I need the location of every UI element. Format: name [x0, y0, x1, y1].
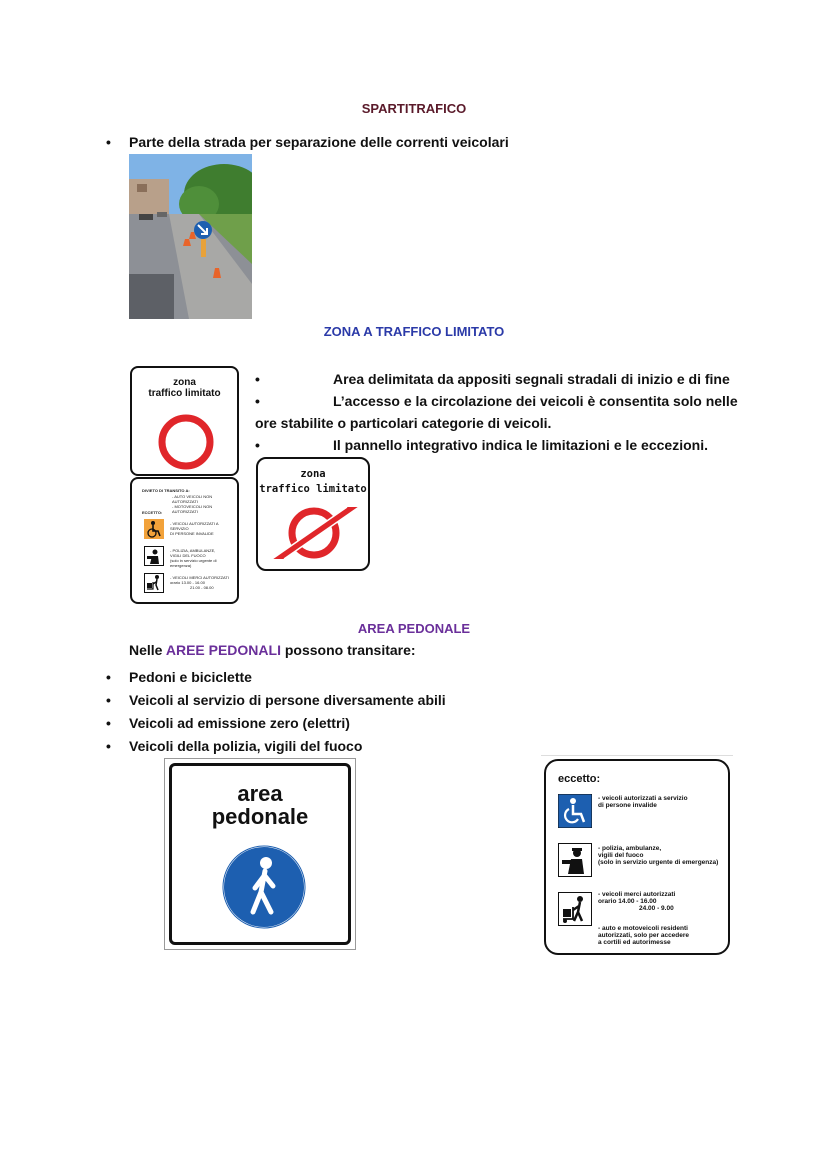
list-item — [255, 434, 755, 456]
bullet-text: L’accesso e la circolazione dei veicoli è consentita solo nelle — [333, 393, 738, 409]
sign-text-line2: traffico limitato — [148, 388, 221, 399]
bullet-icon: • — [106, 669, 111, 685]
sign-text-line1: zona — [173, 377, 196, 388]
bullet-icon: • — [106, 134, 111, 150]
goods-trolley-icon — [144, 573, 164, 593]
panel-row-text: - polizia, ambulanze, — [598, 845, 662, 852]
panel-row-text: VIGILI DEL FUOCO — [170, 553, 206, 558]
intro-text: possono transitare: — [280, 642, 416, 658]
bullet-icon: • — [106, 715, 111, 731]
sign-text-line1: zona — [300, 468, 326, 480]
list-item — [255, 390, 755, 434]
eccetto-panel — [544, 759, 730, 955]
panel-row-text: vigili del fuoco — [598, 852, 644, 859]
panel-row-text: 24.00 - 9.00 — [639, 905, 674, 912]
panel-row-text: di persone invalide — [598, 802, 657, 809]
bullet-text-continued: ore stabilite o particolari categorie di veicoli. — [255, 415, 552, 431]
panel-header-item: - AUTO VEICOLI NON AUTORIZZATI — [172, 494, 213, 504]
pedestrian-icon — [221, 844, 307, 930]
bullet-text: Veicoli della polizia, vigili del fuoco — [129, 738, 363, 754]
sign-text-line2: pedonale — [211, 804, 309, 829]
eccetto-title: eccetto: — [558, 773, 601, 785]
panel-row-text: 21.00 - 08.00 — [190, 585, 214, 590]
panel-row-text: DI PERSONE INVALIDE — [170, 531, 214, 536]
ztl-start-sign — [130, 366, 239, 476]
section-title-ztl: ZONA A TRAFFICO LIMITATO — [323, 324, 505, 339]
sign-text-line2: traffico limitato — [259, 483, 367, 495]
panel-extra-text: a cortili ed autorimesse — [598, 939, 671, 946]
panel-extra-text: autorizzati, solo per accedere — [598, 932, 690, 939]
wheelchair-icon — [144, 519, 164, 539]
list-item — [106, 735, 446, 758]
intro-highlight: AREE PEDONALI — [165, 642, 281, 658]
panel-row-text: (solo in servizio urgente di emergenza) — [598, 859, 719, 866]
ztl-exceptions-panel — [130, 477, 239, 604]
bullet-text: Area delimitata da appositi segnali stradali di inizio e di fine — [333, 371, 730, 387]
panel-extra-text: - auto e motoveicoli residenti — [598, 925, 688, 932]
panel-header: DIVIETO DI TRANSITO A: — [142, 488, 190, 493]
wheelchair-icon — [558, 794, 592, 828]
panel-row-text: - VEICOLI AUTORIZZATI A SERVIZIO — [170, 521, 219, 531]
bullet-icon: • — [106, 692, 111, 708]
list-item — [106, 666, 446, 689]
bullet-icon: • — [255, 371, 260, 387]
bullet-icon: • — [255, 393, 260, 409]
bullet-spartitrafico — [106, 134, 509, 150]
goods-trolley-icon — [558, 892, 592, 926]
section-title-spartitrafico: SPARTITRAFICO — [361, 101, 467, 116]
ztl-bullet-list — [255, 368, 755, 456]
road-photo — [129, 154, 252, 319]
bullet-text: Pedoni e biciclette — [129, 669, 252, 685]
panel-row-text: - veicoli merci autorizzati — [598, 891, 676, 898]
bullet-icon: • — [255, 437, 260, 453]
intro-text: Nelle — [129, 642, 166, 658]
bullet-text: Il pannello integrativo indica le limitazioni e le eccezioni. — [333, 437, 708, 453]
no-vehicles-sign-icon — [158, 414, 214, 470]
bullet-text: Veicoli al servizio di persone diversamente abili — [129, 692, 446, 708]
area-intro — [129, 642, 416, 658]
panel-row-text: (solo in servizio urgente di emergenza) — [170, 558, 217, 568]
list-item — [255, 368, 755, 390]
list-item — [106, 712, 446, 735]
panel-row-text: orario 14.00 - 16.00 — [598, 898, 657, 905]
panel-divider — [541, 755, 733, 756]
bullet-text: Veicoli ad emissione zero (elettri) — [129, 715, 350, 731]
panel-row-text: - VEICOLI MERCI AUTORIZZATI — [170, 575, 229, 580]
area-pedonale-sign — [164, 758, 356, 950]
police-icon — [144, 546, 164, 566]
bullet-text: Parte della strada per separazione delle correnti veicolari — [129, 134, 509, 150]
panel-row-text: - POLIZIA, AMBULANZE, — [170, 548, 216, 553]
panel-row-text: - veicoli autorizzati a servizio — [598, 795, 688, 802]
bullet-icon: • — [106, 738, 111, 754]
ztl-end-sign — [256, 457, 370, 571]
section-title-area-pedonale: AREA PEDONALE — [357, 621, 471, 636]
area-bullet-list — [106, 666, 446, 758]
list-item — [106, 689, 446, 712]
panel-except: ECCETTO: — [142, 510, 163, 515]
end-zone-sign-icon — [264, 503, 364, 563]
sign-text-line1: area — [237, 781, 283, 806]
police-icon — [558, 843, 592, 877]
panel-row-text: orario 13.00 - 16.00 — [170, 580, 205, 585]
panel-header-item: - MOTOVEICOLI NON AUTORIZZATI — [172, 504, 213, 514]
